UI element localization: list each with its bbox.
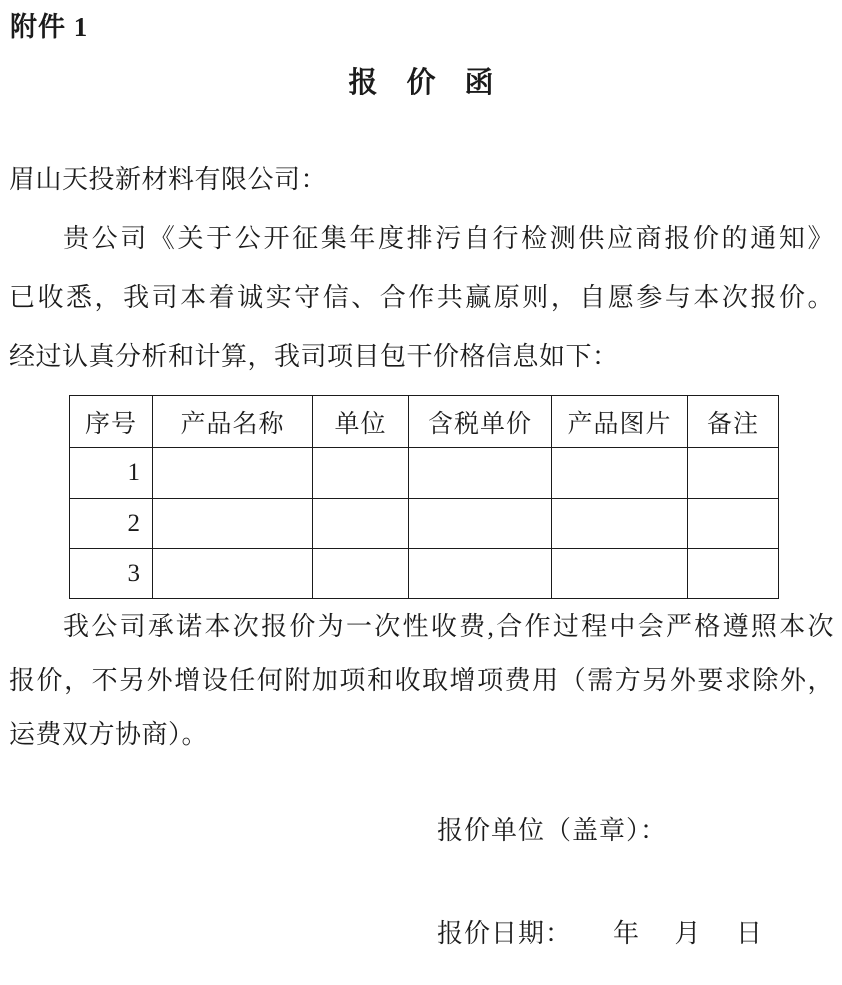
paragraph2-line1: 我公司承诺本次报价为一次性收费,合作过程中会严格遵照本次 [63,612,834,641]
table-row [70,499,779,549]
row3-seq: 3 [70,549,153,599]
row3-unit-cell[interactable] [313,549,409,599]
paragraph1-line2: 已收悉，我司本着诚实守信、合作共赢原则，自愿参与本次报价。 [9,283,834,312]
row1-note-cell[interactable] [688,448,779,499]
header-seq: 序号 [70,396,153,448]
row1-price-cell[interactable] [409,448,552,499]
row2-unit-cell[interactable] [313,499,409,549]
paragraph1-line3: 经过认真分析和计算，我司项目包干价格信息如下： [9,342,619,371]
row3-product-cell[interactable] [153,549,313,599]
signature-date-line: 报价日期： 年 月 日 [437,919,764,948]
paragraph2-line2: 报价，不另外增设任何附加项和收取增项费用（需方另外要求除外， [9,666,834,695]
row1-seq: 1 [70,448,153,499]
row3-price-cell[interactable] [409,549,552,599]
row2-image-cell[interactable] [552,499,688,549]
row2-product-cell[interactable] [153,499,313,549]
header-product-image: 产品图片 [552,396,688,448]
header-price-with-tax: 含税单价 [409,396,552,448]
signature-unit-line: 报价单位（盖章）： [437,816,668,845]
row2-price-cell[interactable] [409,499,552,549]
row3-note-cell[interactable] [688,549,779,599]
header-product-name: 产品名称 [153,396,313,448]
table-row [70,549,779,599]
quotation-table [69,395,779,599]
row2-seq: 2 [70,499,153,549]
row2-note-cell[interactable] [688,499,779,549]
attachment-label: 附件 1 [10,12,89,42]
header-note: 备注 [688,396,779,448]
header-unit: 单位 [313,396,409,448]
paragraph2-line3: 运费双方协商）。 [9,720,209,749]
recipient-line: 眉山天投新材料有限公司： [9,165,328,194]
row3-image-cell[interactable] [552,549,688,599]
document-title: 报 价 函 [348,67,494,99]
row1-unit-cell[interactable] [313,448,409,499]
row1-image-cell[interactable] [552,448,688,499]
row1-product-cell[interactable] [153,448,313,499]
paragraph1-line1: 贵公司《关于公开征集年度排污自行检测供应商报价的通知》 [63,224,834,253]
table-row [70,448,779,499]
table-header-row [70,396,779,448]
